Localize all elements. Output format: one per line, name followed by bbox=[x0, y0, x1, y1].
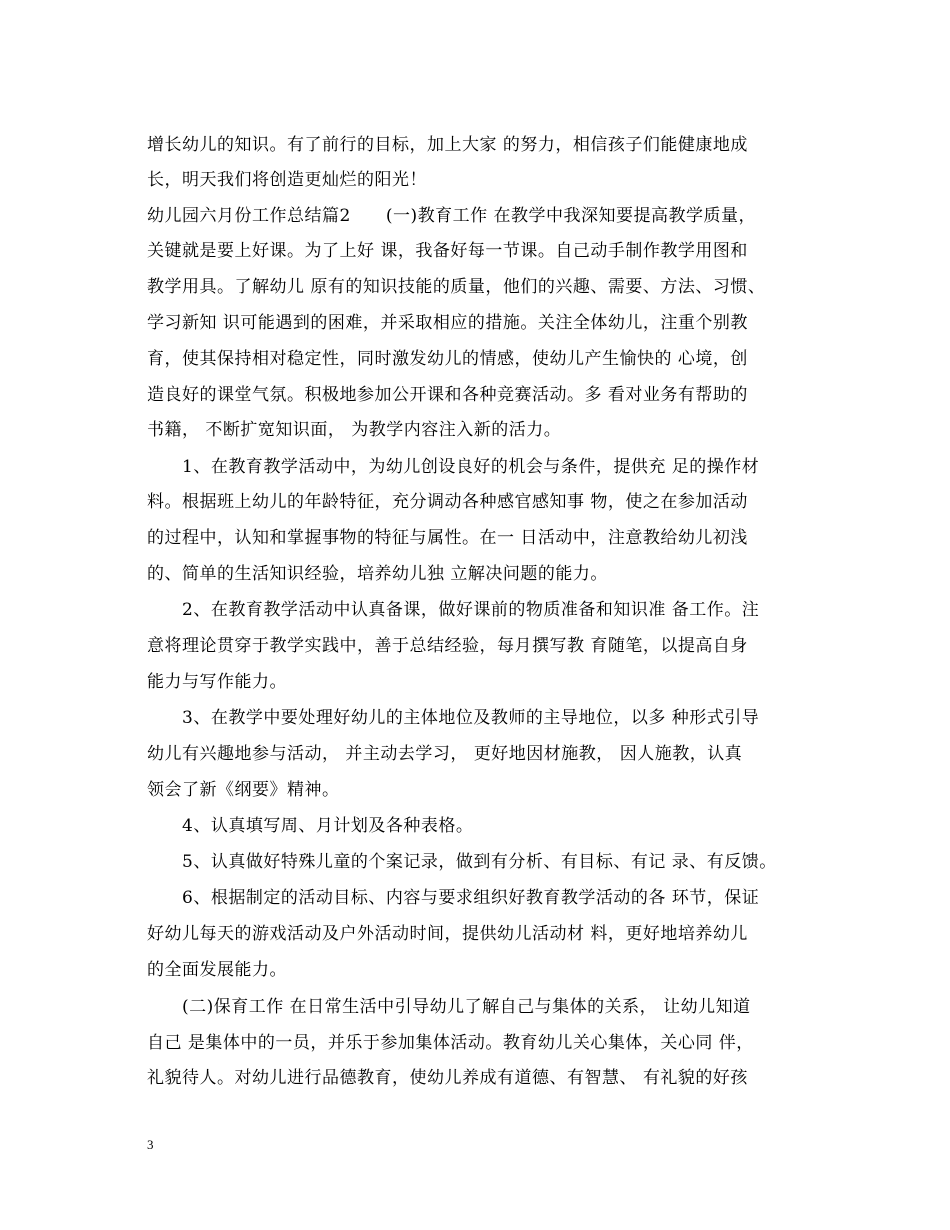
text-line: 2、在教育教学活动中认真备课，做好课前的物质准备和知识准 备工作。注 bbox=[147, 600, 760, 620]
text-line: 幼儿有兴趣地参与活动， 并主动去学习， 更好地因材施教， 因人施教，认真 bbox=[147, 744, 743, 764]
text-line: 好幼儿每天的游戏活动及户外活动时间，提供幼儿活动材 料，更好地培养幼儿 bbox=[147, 924, 748, 944]
text-line: 的过程中，认知和掌握事物的特征与属性。在一 日活动中，注意教给幼儿初浅 bbox=[147, 528, 748, 548]
text-line: 学习新知 识可能遇到的困难，并采取相应的措施。关注全体幼儿，注重个别教 bbox=[147, 313, 748, 333]
text-line: 4、认真填写周、月计划及各种表格。 bbox=[147, 816, 474, 836]
text-line: 的全面发展能力。 bbox=[147, 960, 287, 980]
text-line: 增长幼儿的知识。有了前行的目标，加上大家 的努力，相信孩子们能健康地成 bbox=[147, 135, 748, 155]
text-line: 料。根据班上幼儿的年龄特征，充分调动各种感官感知事 物，使之在参加活动 bbox=[147, 492, 748, 512]
text-line: 育，使其保持相对稳定性，同时激发幼儿的情感，使幼儿产生愉快的 心境，创 bbox=[147, 349, 748, 369]
text-line: 造良好的课堂气氛。积极地参加公开课和各种竞赛活动。多 看对业务有帮助的 bbox=[147, 385, 748, 405]
text-line: 能力与写作能力。 bbox=[147, 672, 287, 692]
page-number: 3 bbox=[147, 1137, 154, 1152]
text-line: 教学用具。了解幼儿 原有的知识技能的质量，他们的兴趣、需要、方法、习惯、 bbox=[147, 277, 766, 297]
text-line: 6、根据制定的活动目标、内容与要求组织好教育教学活动的各 环节，保证 bbox=[147, 888, 760, 908]
text-line: 书籍， 不断扩宽知识面， 为教学内容注入新的活力。 bbox=[147, 420, 562, 440]
text-line: 幼儿园六月份工作总结篇2 (一)教育工作 在教学中我深知要提高教学质量， bbox=[147, 206, 756, 226]
text-line: 礼貌待人。对幼儿进行品德教育，使幼儿养成有道德、有智慧、 有礼貌的好孩 bbox=[147, 1068, 748, 1088]
text-line: 的、简单的生活知识经验，培养幼儿独 立解决问题的能力。 bbox=[147, 564, 608, 584]
text-line: 自己 是集体中的一员，并乐于参加集体活动。教育幼儿关心集体，关心同 伴， bbox=[147, 1033, 754, 1053]
text-line: 意将理论贯穿于教学实践中，善于总结经验，每月撰写教 育随笔，以提高自身 bbox=[147, 636, 748, 656]
text-line: (二)保育工作 在日常生活中引导幼儿了解自己与集体的关系， 让幼儿知道 bbox=[147, 997, 751, 1017]
text-line: 关键就是要上好课。为了上好 课，我备好每一节课。自己动手制作教学用图和 bbox=[147, 241, 748, 261]
text-line: 1、在教育教学活动中，为幼儿创设良好的机会与条件，提供充 足的操作材 bbox=[147, 457, 760, 477]
text-line: 领会了新《纲要》精神。 bbox=[147, 780, 340, 800]
text-line: 5、认真做好特殊儿童的个案记录，做到有分析、有目标、有记 录、有反馈。 bbox=[147, 852, 777, 872]
text-line: 3、在教学中要处理好幼儿的主体地位及教师的主导地位，以多 种形式引导 bbox=[147, 708, 760, 728]
text-line: 长，明天我们将创造更灿烂的阳光！ bbox=[147, 170, 427, 190]
